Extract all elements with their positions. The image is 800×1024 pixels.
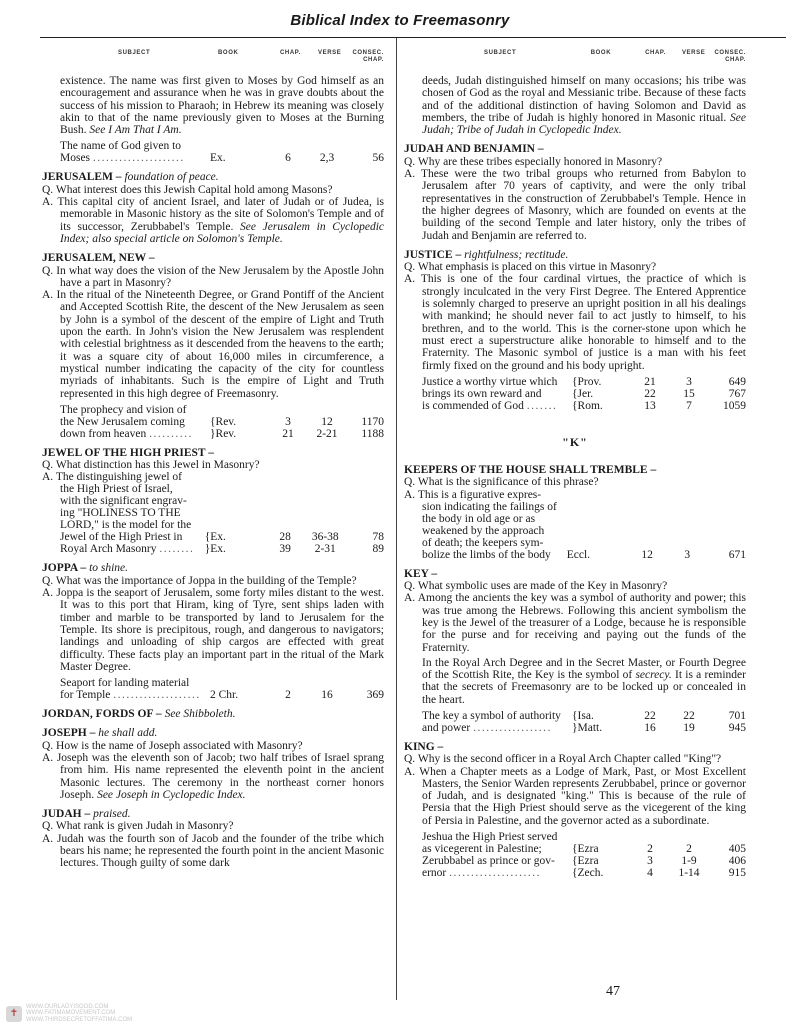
- ref-verse: 22: [683, 709, 695, 722]
- col-chap-label: CHAP.: [645, 50, 666, 56]
- ref-consec: 406: [728, 855, 746, 868]
- ref-text: down from heaven ..........: [60, 427, 193, 440]
- ref-book: {Prov.: [572, 375, 602, 388]
- col-book-label: BOOK: [218, 50, 239, 56]
- ref-chap: 22: [644, 709, 656, 722]
- watermark-text: [26, 1004, 132, 1023]
- intro-paragraph: existence. The name was first given to Moses by God himself as an encouragement and assurance when he was in grave doubts about the success of his mission to Pharaoh; in Hebrew its meaning was closely akin to that of the name previously given to Moses at the Burning Bush. See I Am That I Am.: [60, 75, 384, 137]
- ref-chap: 4: [647, 867, 653, 880]
- reference-table: [404, 831, 746, 879]
- ref-book: {Ezra: [572, 855, 599, 868]
- ref-text: as vicegerent in Palestine;: [422, 843, 542, 856]
- question: Q. What symbolic uses are made of the Key in Masonry?: [404, 580, 668, 593]
- ref-chap: 12: [641, 548, 653, 561]
- reference-table: [42, 140, 384, 164]
- ref-text: Justice a worthy virtue which: [422, 375, 558, 388]
- ref-chap: 21: [644, 375, 656, 388]
- answer-line: of death; the keepers sym-: [422, 536, 544, 549]
- ref-book: {Ezra: [572, 843, 599, 856]
- ref-text: The name of God given to: [60, 140, 182, 153]
- ref-book: Ex.: [210, 152, 226, 165]
- left-column: [42, 50, 384, 870]
- answer: A. This capital city of ancient Israel, and later of Judah or of Judea, is memorable in Masonic history as the site of Solomon's Temple and of its successor, Zerubbabel's Temple. See Jerusalem in Cyclopedic Index; also special article on Solomon's Temple.: [42, 196, 385, 245]
- answer: A. Joppa is the seaport of Jerusalem, some forty miles distant to the west. It was to this port that Hiram, king of Tyre, sent ships laden with timber and marble to be transported by land to Jerusalem for the Temple. Its shore is precipitous, rough, and dangerous to navigators; landings and unloading of ship cargos are effected with great difficulty. These facts play an important part in the ritual of the Mark Master Degree.: [42, 587, 384, 673]
- ref-verse: 7: [686, 399, 692, 412]
- col-verse-label: VERSE: [681, 50, 706, 56]
- entry-heading: JUSTICE – rightfulness; rectitude.: [404, 248, 569, 261]
- ref-text: Seaport for landing material: [60, 677, 190, 690]
- ref-book: }Ex.: [204, 543, 226, 556]
- ref-verse: 2-31: [314, 543, 336, 556]
- question: Q. What is the significance of this phrase?: [404, 476, 599, 489]
- entry-heading: JERUSALEM – foundation of peace.: [42, 171, 219, 184]
- col-subject-label: SUBJECT: [118, 50, 151, 56]
- ref-chap: 2: [285, 689, 291, 702]
- ref-verse: 19: [683, 721, 695, 734]
- ref-consec: 1170: [361, 415, 384, 428]
- ref-chap: 22: [644, 387, 656, 400]
- question: Q. How is the name of Joseph associated with Masonry?: [42, 739, 303, 752]
- ref-verse: 2: [686, 843, 692, 856]
- ref-chap: 3: [647, 855, 653, 868]
- title-rule: [40, 37, 786, 38]
- ref-text: The prophecy and vision of: [60, 403, 187, 416]
- ref-book: {Jer.: [572, 387, 594, 400]
- answer: A. Joseph was the eleventh son of Jacob; two half tribes of Israel sprang from him. His name represented the eleventh point in the ancient Masonic lectures. The ceremony in the northeast corner honors Joseph. See Joseph in Cyclopedic Index.: [42, 751, 384, 801]
- answer-line: the body in old age or as: [422, 512, 536, 525]
- question: Q. What was the importance of Joppa in the building of the Temple?: [42, 574, 357, 587]
- col-subject-label: SUBJECT: [484, 50, 517, 56]
- col-consec-label: CONSEC. CHAP.: [714, 50, 746, 63]
- ref-text: ernor .....................: [422, 867, 542, 880]
- ref-book: {Rev.: [210, 415, 237, 428]
- ref-book: {Ex.: [204, 531, 226, 544]
- col-consec-label: CONSEC. CHAP.: [352, 50, 384, 63]
- entry-heading: KING –: [404, 740, 444, 753]
- answer: A. In the ritual of the Nineteenth Degree, or Grand Pontiff of the Ancient and Accepted Scottish Rite, the descent of the New Jerusalem as seen by John is a symbol of the descent of the empire of Light and Truth upon the earth. In John's vision the New Jerusalem was resplendent with celestial brightness as it descended from the heavens to the earth; it was a square city of about 16,000 miles in circumference, a mystical number indicating the capacity of the city for countless myriads of inhabitants. Such is the empire of Light and Truth represented in this high degree of Freemasonry.: [42, 289, 384, 400]
- watermark-line: WWW.OURLADYISGOD.COM: [26, 1004, 109, 1010]
- reference-table: [404, 489, 746, 561]
- entry-heading: JUDAH – praised.: [42, 808, 131, 821]
- shield-icon: ✝: [6, 1006, 22, 1022]
- ref-consec: 405: [728, 843, 746, 856]
- question: Q. What distinction has this Jewel in Masonry?: [42, 459, 260, 472]
- question: Q. Why are these tribes especially honored in Masonry?: [404, 155, 663, 168]
- ref-chap: 39: [279, 543, 291, 556]
- ref-chap: 16: [644, 721, 656, 734]
- ref-text: Zerubbabel as prince or gov-: [422, 855, 555, 868]
- entry-heading: JOSEPH – he shall add.: [42, 727, 158, 740]
- ref-consec: 56: [372, 152, 384, 165]
- ref-chap: 13: [644, 399, 656, 412]
- answer: In the Royal Arch Degree and in the Secret Master, or Fourth Degree of the Scottish Rite, the Key is the symbol of secrecy. It is a reminder that the secrets of Freemasonry are to be locked up or concealed in the heart.: [422, 656, 746, 706]
- answer-line: ing "HOLINESS TO THE: [60, 507, 181, 520]
- ref-verse: 12: [321, 415, 333, 428]
- ref-consec: 1059: [723, 399, 746, 412]
- ref-verse: 16: [321, 689, 333, 702]
- answer: A. When a Chapter meets as a Lodge of Mark, Past, or Most Excellent Masters, the Senior Warden represents Zerubbabel, prince or governor of Judah, and is designated "king." This is because of the rule of Persia that the High Priest should serve as the vicegerent of the king of Persia in Palestine, and the governor acted as a subordinate.: [404, 765, 746, 827]
- ref-text: and power ..................: [422, 721, 552, 734]
- ref-text: Jeshua the High Priest served: [422, 831, 558, 844]
- answer-line: weakened by the approach: [422, 524, 545, 537]
- answer-line: bolize the limbs of the body: [422, 548, 551, 561]
- ref-consec: 945: [728, 721, 746, 734]
- watermark: [6, 1004, 132, 1023]
- ref-verse: 36-38: [311, 531, 339, 544]
- entry-heading: JORDAN, FORDS OF – See Shibboleth.: [42, 708, 236, 721]
- answer-line: sion indicating the failings of: [422, 500, 557, 513]
- entry-heading: KEEPERS OF THE HOUSE SHALL TREMBLE –: [404, 464, 657, 477]
- ref-verse: 1-9: [681, 855, 697, 868]
- answer-line: Royal Arch Masonry ........: [60, 543, 195, 556]
- question: Q. In what way does the vision of the New Jerusalem by the Apostle John have a part in Masonry?: [42, 264, 384, 289]
- answer-line: A. The distinguishing jewel of: [42, 471, 183, 484]
- question: Q. What emphasis is placed on this virtue in Masonry?: [404, 261, 657, 274]
- ref-consec: 1188: [361, 427, 384, 440]
- ref-book: Eccl.: [566, 548, 591, 561]
- reference-table: [404, 710, 746, 734]
- ref-book: {Isa.: [572, 709, 594, 722]
- answer-line: Jewel of the High Priest in: [60, 531, 183, 544]
- reference-table: [42, 677, 384, 701]
- ref-consec: 767: [728, 387, 746, 400]
- ref-chap: 28: [279, 531, 291, 544]
- entry-heading: KEY –: [404, 567, 438, 580]
- ref-chap: 21: [282, 427, 294, 440]
- entry-heading: JERUSALEM, NEW –: [42, 252, 155, 265]
- col-book-label: BOOK: [590, 50, 612, 56]
- continued-paragraph: deeds, Judah distinguished himself on many occasions; his tribe was chosen of God as the royal and Messianic tribe. Because of these facts and of the additional distinction of having Solomon and David as members, the tribe of Judah is highly honored in Masonic ritual. See Judah; Tribe of Judah in Cyclopedic Index.: [422, 75, 747, 137]
- ref-book: }Rev.: [210, 427, 237, 440]
- ref-consec: 89: [372, 543, 384, 556]
- ref-verse: 3: [686, 375, 692, 388]
- ref-book: {Zech.: [572, 867, 604, 880]
- question: Q. Why is the second officer in a Royal Arch Chapter called "King"?: [404, 753, 722, 766]
- ref-text: The key a symbol of authority: [422, 709, 561, 722]
- ref-verse: 2-21: [316, 427, 338, 440]
- ref-verse: 15: [683, 387, 695, 400]
- reference-table: [404, 376, 746, 412]
- watermark-line: WWW.FATIMAMOVEMENT.COM: [26, 1010, 116, 1017]
- ref-text: Moses .....................: [60, 152, 185, 165]
- entry-heading: JEWEL OF THE HIGH PRIEST –: [42, 446, 215, 459]
- column-header: [42, 50, 384, 64]
- question: Q. What interest does this Jewish Capital hold among Masons?: [42, 183, 333, 196]
- answer-line: A. This is a figurative expres-: [404, 488, 542, 501]
- reference-table: [42, 471, 384, 555]
- ref-consec: 701: [728, 709, 746, 722]
- answer-line: LORD," is the model for the: [60, 519, 192, 532]
- ref-consec: 649: [728, 375, 746, 388]
- ref-chap: 2: [647, 843, 653, 856]
- answer: A. Judah was the fourth son of Jacob and the founder of the tribe which bears his name; he represented the fourth point in the ancient Masonic lectures. Though guilty of some dark: [42, 832, 384, 870]
- answer: A. Among the ancients the key was a symbol of authority and power; this was true among the Hebrews. Following this ancient symbolism the key is the Jewel of the treasurer of a Lodge, because he is responsible for the purse and for receiving and paying out the funds of the Fraternity.: [404, 592, 746, 654]
- ref-consec: 369: [366, 689, 384, 702]
- column-header: [404, 50, 746, 64]
- page-title: Biblical Index to Freemasonry: [290, 12, 510, 29]
- question: Q. What rank is given Judah in Masonry?: [42, 820, 234, 833]
- col-chap-label: CHAP.: [280, 50, 301, 56]
- answer-line: with the significant engrav-: [60, 495, 187, 508]
- ref-book: {Rom.: [572, 399, 603, 412]
- page-number: 47: [606, 984, 620, 999]
- ref-text: is commended of God .......: [422, 399, 558, 412]
- ref-chap: 6: [285, 152, 291, 165]
- entry-heading: JOPPA – to shine.: [42, 562, 129, 575]
- answer: A. These were the two tribal groups who returned from Babylon to Jerusalem after 70 years of captivity, and were the only tribal representatives in the construction of Zerubbabel's Temple. Hence in the higher degrees of Masonry, which are founded on events at the building of the second Temple and later history, only the tribes of Judah and Benjamin are referred to.: [404, 168, 746, 242]
- section-letter: "K": [562, 434, 588, 449]
- ref-consec: 671: [728, 548, 746, 561]
- ref-text: for Temple ....................: [60, 689, 201, 702]
- right-column: [404, 50, 746, 881]
- ref-book: 2 Chr.: [210, 689, 239, 702]
- ref-book: }Matt.: [572, 721, 603, 734]
- ref-verse: 3: [684, 548, 691, 561]
- answer: A. This is one of the four cardinal virtues, the practice of which is strongly inculcated in the very First Degree. The Entered Apprentice is solemnly charged to preserve an upright position in all his dealings with mankind; he should never fail to act justly to himself, to his brethren, and to the world. This is the corner-stone upon which he must erect a superstructure alike honorable to himself and to the Fraternity. The Masonic symbol of justice is a man with his feet firmly fixed on the ground and his body upright.: [404, 273, 746, 372]
- ref-consec: 78: [372, 531, 384, 544]
- ref-consec: 915: [728, 867, 746, 880]
- answer-line: the High Priest of Israel,: [60, 483, 173, 496]
- ref-text: brings its own reward and: [422, 387, 542, 400]
- entry-heading: JUDAH AND BENJAMIN –: [404, 143, 544, 156]
- ref-verse: 2,3: [319, 152, 335, 165]
- col-verse-label: VERSE: [318, 50, 342, 56]
- watermark-line: WWW.THIRDSECRETOFFATIMA.COM: [26, 1016, 133, 1023]
- column-divider: [396, 38, 397, 1000]
- ref-text: the New Jerusalem coming: [60, 415, 185, 428]
- reference-table: [42, 404, 384, 440]
- ref-chap: 3: [285, 415, 291, 428]
- ref-verse: 1-14: [678, 867, 700, 880]
